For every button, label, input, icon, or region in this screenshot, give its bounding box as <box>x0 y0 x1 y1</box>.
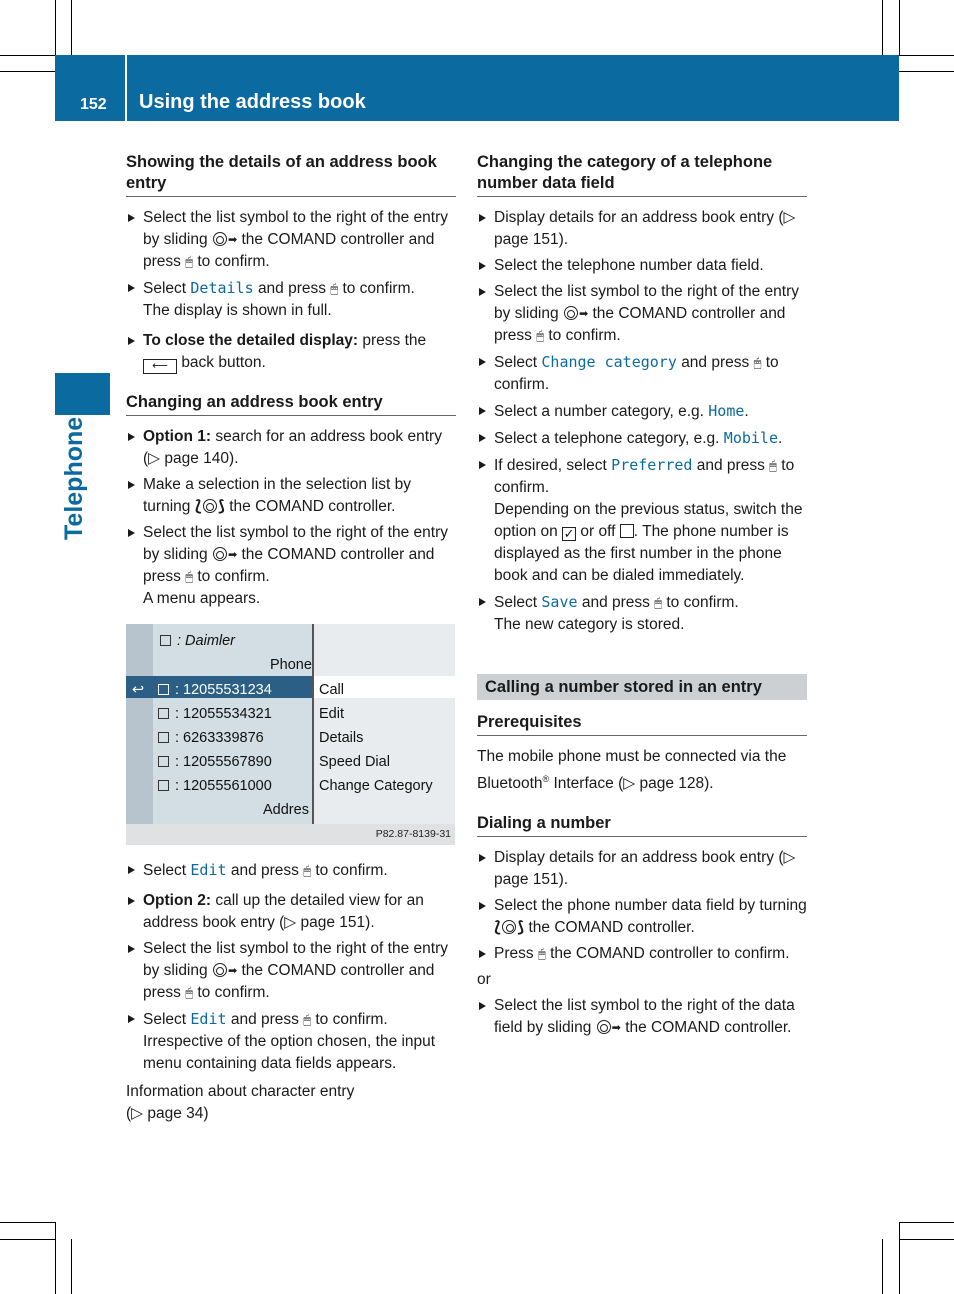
screen-menu-call[interactable]: Call <box>319 682 344 698</box>
rotate-right-icon: ⟆ <box>217 498 225 515</box>
slide-right-icon: ➡ <box>227 965 238 977</box>
section-heading: Changing the category of a telephone number data field <box>477 152 807 197</box>
text: : Daimler <box>177 633 236 649</box>
text: back button. <box>181 354 266 371</box>
text: The mobile phone must be connected via the Bluetooth <box>477 748 787 793</box>
section-heading: Showing the details of an address book entry <box>126 152 456 197</box>
right-column <box>477 152 807 1043</box>
screen-number-row <box>158 751 272 773</box>
text: search for an address book entry (▷ page 140). <box>143 428 442 467</box>
screen-icon-band <box>126 624 153 824</box>
controller-icon <box>213 232 227 246</box>
text: to confirm. <box>197 253 270 270</box>
screen-contact-name <box>160 630 235 652</box>
image-caption: P82.87-8139-31 <box>126 824 455 845</box>
text: to confirm. <box>666 594 739 611</box>
list-item <box>126 426 456 470</box>
back-button-icon: ⟵ <box>143 359 177 374</box>
press-icon: 🖱 <box>537 946 546 962</box>
crop-mark <box>899 0 900 55</box>
crop-mark <box>899 55 954 56</box>
text: and press <box>581 594 650 611</box>
list-item <box>126 522 456 610</box>
contact-icon <box>160 635 171 646</box>
list-item <box>477 895 807 939</box>
screen-phone-label: Phone <box>270 657 312 673</box>
shaded-section-heading: Calling a number stored in an entry <box>477 674 807 700</box>
bold-text: To close the detailed display: <box>143 332 359 349</box>
text: Make a selection in the selection list by turning <box>143 476 411 515</box>
crop-mark <box>71 0 72 55</box>
crop-mark <box>0 71 55 72</box>
text: : 12055531234 <box>175 682 272 698</box>
bold-text: Option 1: <box>143 428 212 445</box>
text: : 12055561000 <box>175 778 272 794</box>
list-item: Display details for an address book entry (▷ page 151). <box>477 847 807 891</box>
slide-right-icon: ➡ <box>578 308 589 320</box>
controller-icon <box>502 920 516 934</box>
home-icon <box>158 732 169 743</box>
side-tab-label: Telephone <box>60 416 88 540</box>
checkbox-unchecked-icon <box>620 524 634 538</box>
list-item <box>477 995 807 1039</box>
text: Select the phone number data field by turning <box>494 897 807 915</box>
text: to confirm. <box>548 327 621 344</box>
list-item <box>477 351 807 396</box>
header-divider <box>125 55 127 121</box>
crop-mark <box>899 1239 954 1240</box>
controller-icon <box>213 547 227 561</box>
menu-code: Details <box>190 279 254 297</box>
slide-right-icon: ➡ <box>227 549 238 561</box>
text: and press <box>257 280 327 297</box>
checkbox-checked-icon: ✓ <box>563 526 575 541</box>
menu-code: Home <box>708 402 745 420</box>
text: the COMAND controller to confirm. <box>550 945 790 963</box>
text: Select the list symbol to the right of the entry by sliding <box>494 283 799 322</box>
text: Irrespective of the option chosen, the input menu containing data fields appears. <box>143 1033 436 1072</box>
list-item <box>126 207 456 273</box>
home-icon <box>158 780 169 791</box>
text: The display is shown in full. <box>143 302 332 319</box>
text: Select <box>494 594 538 611</box>
text: If desired, select <box>494 457 607 474</box>
crop-mark <box>0 1222 55 1223</box>
home-icon <box>158 756 169 767</box>
menu-code: Save <box>541 593 578 611</box>
crop-mark <box>55 0 56 55</box>
text: A menu appears. <box>143 590 261 607</box>
press-icon: 🖱 <box>769 458 777 473</box>
list-item <box>126 938 456 1004</box>
list-item <box>126 277 456 322</box>
press-icon: 🖱 <box>303 863 312 878</box>
controller-icon <box>564 306 578 320</box>
slide-right-icon: ➡ <box>611 1022 621 1035</box>
text: The new category is stored. <box>494 616 685 633</box>
list-item <box>477 591 807 636</box>
text: Depending on the previous status, switch the option on <box>494 501 803 540</box>
controller-icon <box>597 1020 611 1034</box>
press-icon: 🖱 <box>536 328 545 343</box>
text: call up the detailed view for an address book entry (▷ page 151). <box>143 892 424 931</box>
text: Press <box>494 945 534 963</box>
text: : 6263339876 <box>175 730 264 746</box>
text: the COMAND controller and press <box>143 546 435 585</box>
section-heading: Dialing a number <box>477 813 807 837</box>
text: Information about character entry <box>126 1083 355 1100</box>
screen-menu-speed-dial[interactable]: Speed Dial <box>319 754 390 770</box>
menu-code: Preferred <box>611 456 693 474</box>
press-icon: 🖱 <box>654 595 663 610</box>
text: the COMAND controller and press <box>143 231 435 270</box>
list-item: Select a telephone category, e.g. Mobile. <box>477 427 807 450</box>
registered-mark: ® <box>542 774 550 784</box>
prerequisites-paragraph <box>477 746 807 795</box>
text: the COMAND controller. <box>229 498 396 515</box>
crop-mark <box>71 1239 72 1294</box>
rotate-left-icon: ⟅ <box>494 919 502 937</box>
list-item <box>126 1008 456 1075</box>
text: Select the list symbol to the right of the entry by sliding <box>143 940 448 979</box>
text: to confirm. <box>315 862 388 879</box>
screen-number-row <box>158 679 272 701</box>
text: the COMAND controller. <box>528 919 695 937</box>
crop-mark <box>882 1239 883 1294</box>
crop-mark <box>899 71 954 72</box>
text: Select a telephone category, e.g. <box>494 430 720 447</box>
text: Select <box>494 354 538 371</box>
text: Select the list symbol to the right of the data field by sliding <box>494 997 795 1037</box>
text: press the <box>362 332 427 349</box>
crop-mark <box>899 1222 900 1294</box>
text: Select a number category, e.g. <box>494 403 704 420</box>
press-icon: 🖱 <box>753 355 762 370</box>
section-heading: Changing an address book entry <box>126 392 456 416</box>
text: : 12055534321 <box>175 706 272 722</box>
press-icon: 🖱 <box>185 254 194 269</box>
page-reference: (▷ page 34) <box>126 1105 209 1122</box>
screen-address-label: Addres <box>263 802 309 818</box>
text: to confirm. <box>342 280 415 297</box>
menu-code: Edit <box>190 1010 227 1028</box>
list-item <box>126 890 456 934</box>
list-item <box>126 474 456 518</box>
rotate-left-icon: ⟅ <box>194 498 202 515</box>
text: and press <box>696 457 765 474</box>
menu-code: Change category <box>541 353 677 371</box>
screen-menu-edit[interactable]: Edit <box>319 706 344 722</box>
list-item <box>477 281 807 347</box>
text: Select <box>143 862 187 879</box>
left-column <box>126 152 456 1129</box>
list-item: Display details for an address book entry (▷ page 151). <box>477 207 807 251</box>
text: to confirm. <box>315 1011 388 1028</box>
text: Interface (▷ page 128). <box>553 775 714 793</box>
text: Select <box>143 1011 187 1028</box>
info-paragraph <box>126 1081 456 1125</box>
screen-image <box>126 624 455 845</box>
text: and press <box>230 1011 299 1028</box>
press-icon: 🖱 <box>303 1012 312 1027</box>
text: . The phone number is displayed as the first number in the phone book and can be dialed immediately. <box>494 523 789 584</box>
home-icon <box>158 684 169 695</box>
text: Select the list symbol to the right of the entry by sliding <box>143 209 448 248</box>
screen-menu-change-category[interactable]: Change Category <box>319 778 433 794</box>
screen-number-row <box>158 703 272 725</box>
screen-number-row <box>158 775 272 797</box>
crop-mark <box>882 0 883 55</box>
bold-text: Option 2: <box>143 892 212 909</box>
press-icon: 🖱 <box>330 281 339 296</box>
text: and press <box>230 862 299 879</box>
text: Select the list symbol to the right of the entry by sliding <box>143 524 448 563</box>
controller-icon <box>203 499 217 513</box>
text: to confirm. <box>494 457 795 496</box>
list-item: Select a number category, e.g. Home. <box>477 400 807 423</box>
text: to confirm. <box>197 568 270 585</box>
text: the COMAND controller and press <box>143 962 435 1001</box>
section-heading: Prerequisites <box>477 712 807 736</box>
screen-menu-details[interactable]: Details <box>319 730 364 746</box>
slide-right-icon: ➡ <box>227 234 238 246</box>
list-item <box>126 859 456 882</box>
menu-code: Mobile <box>723 429 778 447</box>
press-icon: 🖱 <box>185 569 194 584</box>
menu-code: Edit <box>190 861 227 879</box>
list-item <box>477 943 807 965</box>
screen-back-icon: ↩ <box>132 682 145 698</box>
or-text: or <box>477 971 491 989</box>
controller-icon <box>213 963 227 977</box>
text: the COMAND controller. <box>625 1019 792 1037</box>
page-title: Using the address book <box>139 91 366 113</box>
text: Select <box>143 280 187 297</box>
text: or off <box>580 523 616 540</box>
text: : 12055567890 <box>175 754 272 770</box>
press-icon: 🖱 <box>185 985 194 1000</box>
text: to confirm. <box>494 354 779 393</box>
crop-mark <box>0 55 55 56</box>
page-number: 152 <box>80 96 107 113</box>
crop-mark <box>899 1222 954 1223</box>
crop-mark <box>55 1222 56 1294</box>
screen-number-row <box>158 727 264 749</box>
rotate-right-icon: ⟆ <box>517 919 525 937</box>
list-item <box>477 454 807 587</box>
crop-mark <box>0 1239 55 1240</box>
text: and press <box>681 354 750 371</box>
text: to confirm. <box>197 984 270 1001</box>
home-icon <box>158 708 169 719</box>
list-item: Select the telephone number data field. <box>477 255 807 277</box>
text: the COMAND controller and press <box>494 305 786 344</box>
list-item <box>126 330 456 374</box>
